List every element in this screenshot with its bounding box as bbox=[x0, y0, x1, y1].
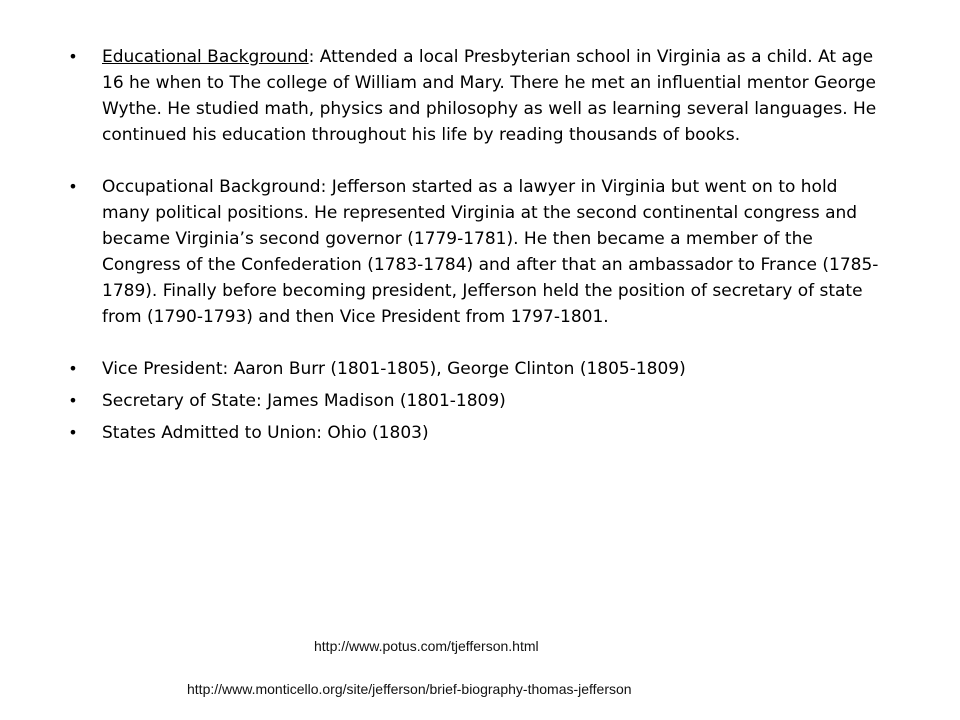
bullet-icon: • bbox=[68, 47, 78, 66]
bullet-secretary-of-state bbox=[66, 388, 886, 414]
educational-background-separator: : bbox=[308, 47, 315, 67]
secretary-of-state-text: Secretary of State: James Madison (1801-1809) bbox=[102, 391, 506, 411]
educational-background-text: Attended a local Presbyterian school in Virginia as a child. At age 16 he when to The college of William and Mary. There he met an influential mentor George Wythe. He studied math, physics and philosophy as well as learning several languages. He continued his education throughout his life by reading thousands of books. bbox=[102, 47, 877, 145]
bullet-occupational-background bbox=[66, 174, 886, 330]
bullet-states-admitted bbox=[66, 420, 886, 446]
bullet-icon: • bbox=[68, 391, 78, 410]
educational-background-heading: Educational Background bbox=[102, 47, 309, 67]
bullet-icon: • bbox=[68, 423, 78, 442]
source-link-monticello[interactable]: http://www.monticello.org/site/jefferson/brief-biography-thomas-jefferson bbox=[187, 681, 632, 697]
bullet-educational-background bbox=[66, 44, 886, 148]
vice-president-text: Vice President: Aaron Burr (1801-1805), George Clinton (1805-1809) bbox=[102, 359, 686, 379]
source-link-potus[interactable]: http://www.potus.com/tjefferson.html bbox=[314, 638, 539, 654]
bullet-icon: • bbox=[68, 359, 78, 378]
bullet-list bbox=[66, 44, 886, 446]
occupational-background-text: Occupational Background: Jefferson started as a lawyer in Virginia but went on to hold many political positions. He represented Virginia at the second continental congress and became Virginia’s second governor (1779-1781). He then became a member of the Congress of the Confederation (1783-1784) and after that an ambassador to France (1785-1789). Finally before becoming president, Jefferson held the position of secretary of state from (1790-1793) and then Vice President from 1797-1801. bbox=[102, 177, 879, 327]
states-admitted-text: States Admitted to Union: Ohio (1803) bbox=[102, 423, 429, 443]
bullet-icon: • bbox=[68, 177, 78, 196]
bullet-vice-president bbox=[66, 356, 886, 382]
